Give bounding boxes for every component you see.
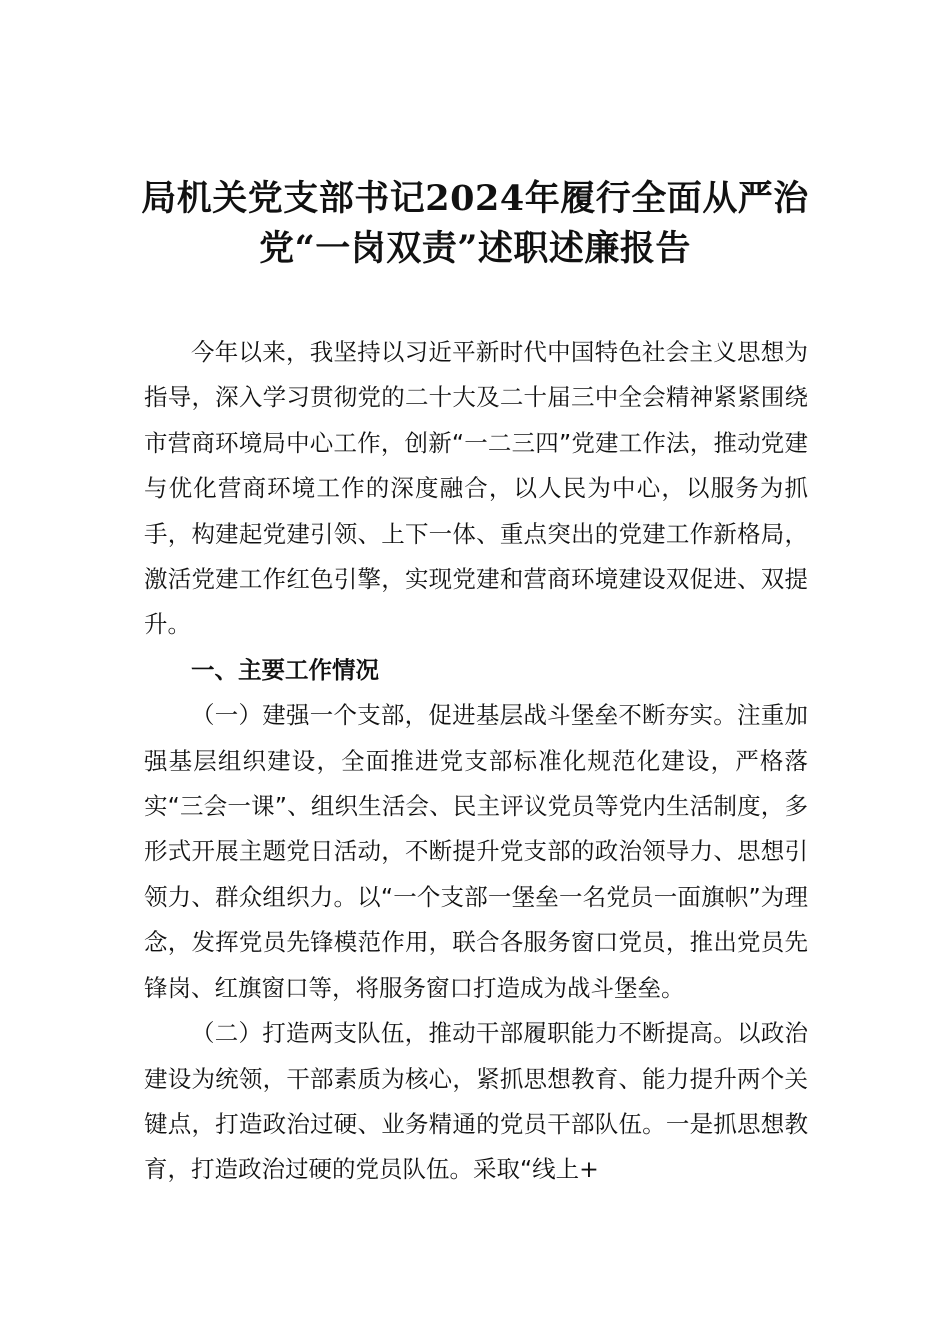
document-title-line-1: 局机关党支部书记2024年履行全面从严治 [141, 178, 809, 219]
document-title-line-2: 党“一岗双责”述职述廉报告 [259, 228, 691, 269]
section-heading-main-work: 一、主要工作情况 [191, 655, 379, 684]
intro-paragraph: 今年以来，我坚持以习近平新时代中国特色社会主义思想为指导，深入学习贯彻党的二十大及二十届三中全会精神紧紧围绕市营商环境局中心工作，创新“一二三四”党建工作法，推动党建与优化营商环境工作的深度融合，以人民为中心，以服务为抓手，构建起党建引领、上下一体、重点突出的党建工作新格局，激活党建工作红色引擎，实现党建和营商环境建设双促进、双提升。 [144, 338, 808, 639]
section-paragraph-branch: （一）建强一个支部，促进基层战斗堡垒不断夯实。注重加强基层组织建设，全面推进党支部标准化规范化建设，严格落实“三会一课”、组织生活会、民主评议党员等党内生活制度，多形式开展主题党日活动，不断提升党支部的政治领导力、思想引领力、群众组织力。以“一个支部一堡垒一名党员一面旗帜”为理念，发挥党员先锋模范作用，联合各服务窗口党员，推出党员先锋岗、红旗窗口等，将服务窗口打造成为战斗堡垒。 [144, 701, 808, 1002]
section-paragraph-teams: （二）打造两支队伍，推动干部履职能力不断提高。以政治建设为统领，干部素质为核心，紧抓思想教育、能力提升两个关键点，打造政治过硬、业务精通的党员干部队伍。一是抓思想教育，打造政治过硬的党员队伍。采取“线上+ [144, 1019, 808, 1184]
document-body [144, 330, 808, 1193]
